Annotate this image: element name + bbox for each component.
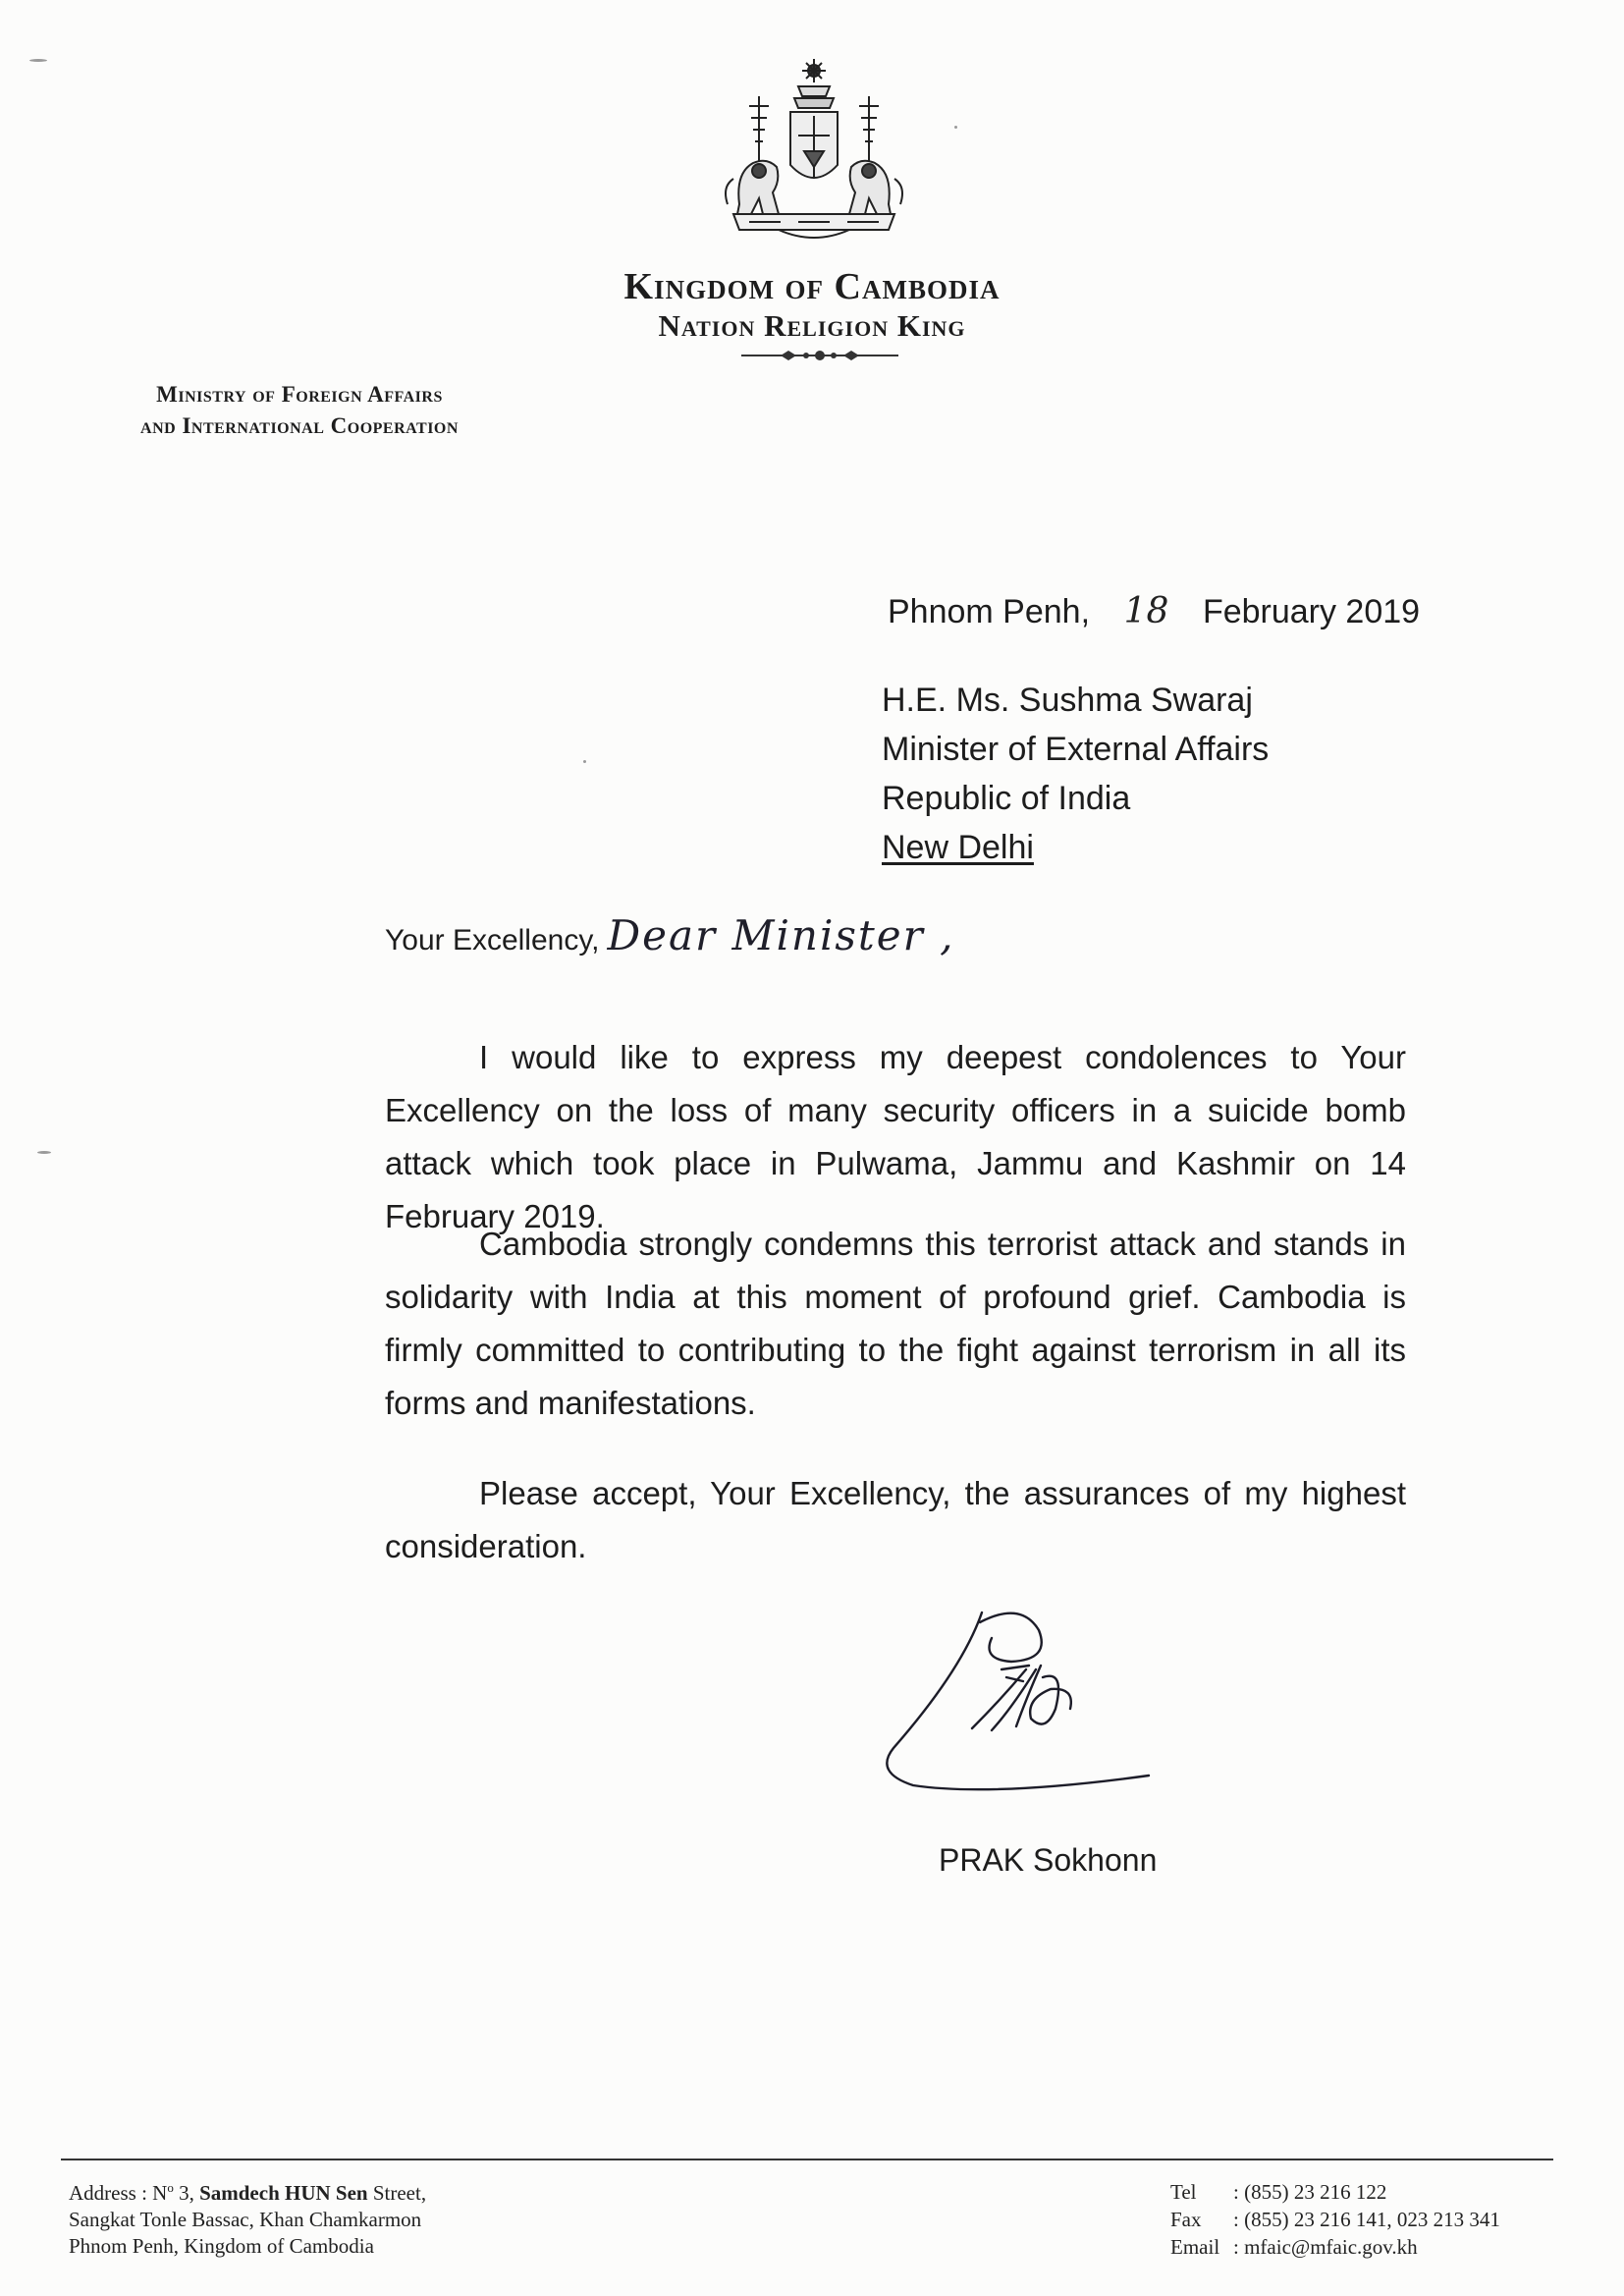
salutation: [385, 911, 954, 965]
recipient-title: Minister of External Affairs: [882, 731, 1270, 768]
scan-speck: [954, 126, 957, 129]
date-month-year: February 2019: [1202, 593, 1421, 630]
scan-speck: [583, 760, 586, 763]
salutation-printed: Your Excellency,: [385, 924, 600, 957]
fax-value: : (855) 23 216 141, 023 213 341: [1233, 2208, 1500, 2231]
recipient-block: [882, 676, 1269, 872]
footer-tel: [1170, 2178, 1500, 2206]
body-paragraph-1: [385, 1031, 1406, 1243]
address-street-rest: Street,: [372, 2181, 427, 2205]
address-number-sup: o: [167, 2180, 174, 2195]
email-label: Email: [1170, 2235, 1220, 2259]
body-paragraph-2: [385, 1218, 1406, 1430]
email-value: : mfaic@mfaic.gov.kh: [1233, 2235, 1418, 2259]
footer-contacts: [1170, 2178, 1500, 2261]
body-paragraph-3: [385, 1467, 1406, 1573]
signer-name: PRAK Sokhonn: [939, 1842, 1158, 1878]
paragraph-text: I would like to express my deepest condolences to Your Excellency on the loss of many security officers in a suicide bomb attack which took place in Pulwama, Jammu and Kashmir on 14 February 2019.: [385, 1039, 1406, 1234]
tel-label: Tel: [1170, 2180, 1197, 2204]
ornament-divider: [741, 349, 898, 362]
paragraph-text: Please accept, Your Excellency, the assurances of my highest consideration.: [385, 1475, 1406, 1564]
date-line: [888, 591, 1420, 632]
national-motto: Nation Religion King: [658, 308, 966, 343]
fax-label: Fax: [1170, 2208, 1202, 2231]
kingdom-title: Kingdom of Cambodia: [623, 266, 1001, 307]
tel-value: : (855) 23 216 122: [1233, 2180, 1387, 2204]
address-number: 3,: [173, 2181, 194, 2205]
address-label: Address : N: [69, 2181, 168, 2205]
ministry-name: [69, 379, 530, 442]
address-line-3: Phnom Penh, Kingdom of Cambodia: [69, 2234, 374, 2258]
recipient-country: Republic of India: [882, 780, 1131, 817]
recipient-name: H.E. Ms. Sushma Swaraj: [882, 682, 1253, 719]
address-line-1: [69, 2174, 426, 2207]
ministry-line-2: and International Cooperation: [140, 413, 459, 438]
address-line-2: Sangkat Tonle Bassac, Khan Chamkarmon: [69, 2208, 422, 2231]
address-street-bold: Samdech HUN Sen: [199, 2181, 368, 2205]
ministry-line-1: Ministry of Foreign Affairs: [156, 382, 443, 407]
date-city: Phnom Penh,: [888, 593, 1091, 630]
footer-address: [69, 2174, 426, 2260]
royal-coat-of-arms-emblem: [720, 57, 908, 246]
footer-divider: [61, 2159, 1553, 2160]
footer-email: [1170, 2233, 1500, 2261]
paragraph-text: Cambodia strongly condemns this terrorist attack and stands in solidarity with India at this moment of profound grief. Cambodia is firmly committed to contributing to the fight against terrorism in all its forms and manifestations.: [385, 1226, 1406, 1421]
scan-speck: [37, 1151, 51, 1154]
handwritten-signature: [854, 1601, 1168, 1807]
footer-fax: [1170, 2206, 1500, 2233]
recipient-city: New Delhi: [882, 829, 1034, 866]
salutation-handwritten: Dear Minister ,: [607, 911, 955, 959]
scan-speck: [29, 59, 47, 62]
date-day-handwritten: 18: [1123, 591, 1169, 631]
